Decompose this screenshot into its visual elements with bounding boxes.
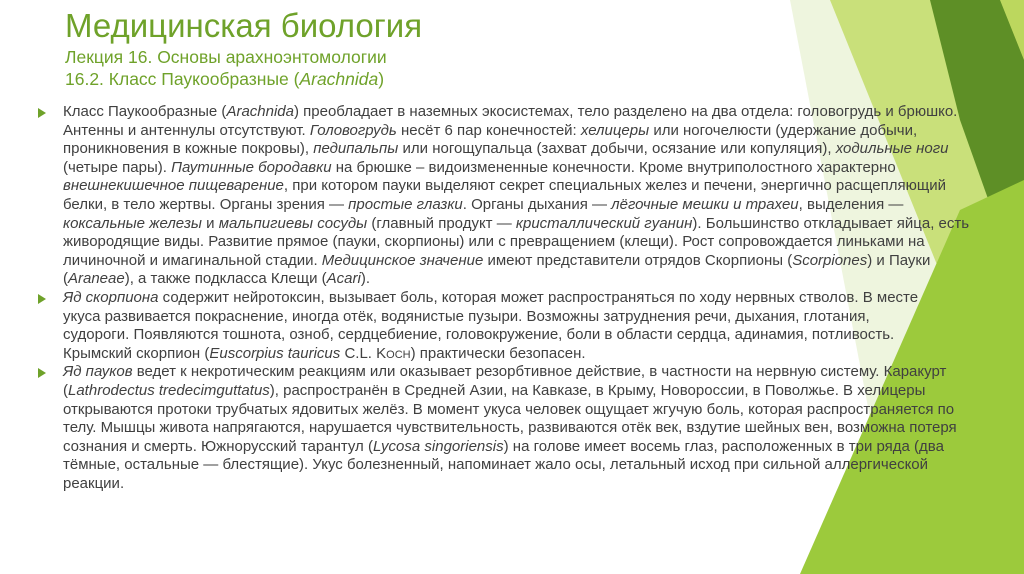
- italic-run: Lathrodectus tredecimguttatus: [68, 381, 270, 399]
- lecture-subtitle: Лекция 16. Основы арахноэнтомологии: [65, 47, 387, 67]
- italic-run: Головогрудь: [309, 121, 397, 139]
- italic-run: Медицинское значение: [321, 251, 484, 269]
- italic-run: лёгочные мешки и трахеи: [611, 195, 799, 213]
- text-run: несёт 6 пар конечностей:: [396, 121, 581, 139]
- text-run: , при котором пауки выделяют секрет специальных желез и печени, энергично расщепляющий белки, в тело жертвы. Органы зрения —: [63, 177, 946, 213]
- italic-run: Паутинные бородавки: [171, 158, 332, 176]
- italic-run: Яд пауков: [63, 363, 133, 381]
- section-subtitle: [65, 68, 785, 90]
- italic-run: Arachnida: [226, 103, 294, 120]
- text-run: ), распространён в Средней Азии, на Кавказе, в Крыму, Новороссии, в Поволжье. В хелицеры открываются протоки трубчатых ядовитых желёз. В момент укуса человек ощущает жгучую боль, которая распространяется по телу. Мышцы живота напрягаются, нарушается чувствительность, развиваются отёк век, вздутие шейных вен, возможна потеря сознания и смерть. Южнорусский тарантул (: [63, 381, 957, 455]
- text-run: ) на голове имеет восемь глаз, расположенных в три ряда (два тёмные, остальные — блестящие). Укус болезненный, напоминает жало осы, летальный исход при сильной аллергической реакции.: [63, 437, 944, 492]
- italic-run: Euscorpius tauricus: [209, 344, 341, 362]
- italic-run: коксальные железы: [63, 214, 202, 232]
- paragraph-arachnida: [38, 103, 978, 289]
- text-run: ), а также подкласса Клещи (: [124, 270, 327, 288]
- italic-run: простые глазки: [348, 195, 463, 213]
- text-run: и: [201, 214, 219, 232]
- italic-run: Яд скорпиона: [63, 288, 159, 306]
- section-latin: Arachnida: [299, 69, 379, 89]
- text-run: C.L.: [340, 344, 377, 362]
- italic-run: Acari: [326, 270, 361, 288]
- bullet-arrow-icon: [38, 108, 46, 118]
- italic-run: внешнекишечное пищеварение: [63, 177, 284, 195]
- section-prefix: 16.2. Класс Паукообразные (: [65, 69, 300, 89]
- text-run: Класс Паукообразные (: [63, 103, 227, 120]
- text-run: или ногощупальца (захват добычи, осязание или копуляция),: [398, 140, 836, 158]
- section-suffix: ): [378, 69, 385, 89]
- text-run: на брюшке – видоизмененные конечности. Кроме внутриполостного характерно: [331, 158, 896, 176]
- text-run: ) и Пауки (: [63, 251, 931, 288]
- italic-run: Scorpiones: [792, 251, 868, 269]
- text-run: (главный продукт —: [367, 214, 516, 232]
- title-block: [65, 6, 785, 90]
- italic-run: кристаллический гуанин: [515, 214, 693, 232]
- text-run: ). Большинство откладывает яйца, есть живородящие виды. Развитие прямое (пауки, скорпионы) или с превращением (клещи). Рост сопровождается линьками на личиночной и имагинальной стадии.: [63, 214, 970, 269]
- slide-title: Медицинская биология: [65, 7, 423, 44]
- paragraph-spider-venom: [38, 363, 978, 493]
- italic-run: Araneae: [68, 270, 125, 288]
- text-run: или ногочелюсти (удержание добычи, проникновения в кожные покровы),: [63, 121, 918, 158]
- text-run: ).: [360, 270, 371, 288]
- text-run: (четыре пары).: [63, 158, 172, 176]
- small-caps-run: Koch: [376, 344, 411, 362]
- bullet-arrow-icon: [38, 368, 46, 378]
- text-run: ) практически безопасен.: [410, 344, 586, 362]
- italic-run: мальпигиевы сосуды: [218, 214, 368, 232]
- italic-run: ходильные ноги: [835, 140, 949, 158]
- slide-body: [38, 103, 978, 493]
- text-run: , выделения —: [798, 195, 904, 213]
- italic-run: хелицеры: [580, 121, 650, 139]
- text-run: содержит нейротоксин, вызывает боль, которая может распространяться по ходу нервных стволов. В месте укуса развивается покраснение, иногда отёк, водянистые пузыри. Возможны затруднения речи, дыхания, глотания, судороги. Появляются тошнота, озноб, сердцебиение, головокружение, боли в области сердца, адинамия, потливость. Крымский скорпион (: [63, 288, 919, 362]
- italic-run: педипальпы: [313, 140, 399, 158]
- text-run: имеют представители отрядов Скорпионы (: [483, 251, 793, 269]
- italic-run: Lycosa singoriensis: [372, 437, 504, 455]
- text-run: . Органы дыхания —: [462, 195, 612, 213]
- paragraph-scorpion-venom: [38, 289, 978, 363]
- text-run: ведет к некротическим реакциям или оказывает резорбтивное действие, в частности на нервную систему. Каракурт (: [63, 363, 947, 399]
- bullet-arrow-icon: [38, 294, 46, 304]
- text-run: ) преобладает в наземных экосистемах, тело разделено на два отдела: головогрудь и брюшко. Антенны и антеннулы отсутствуют.: [63, 103, 958, 139]
